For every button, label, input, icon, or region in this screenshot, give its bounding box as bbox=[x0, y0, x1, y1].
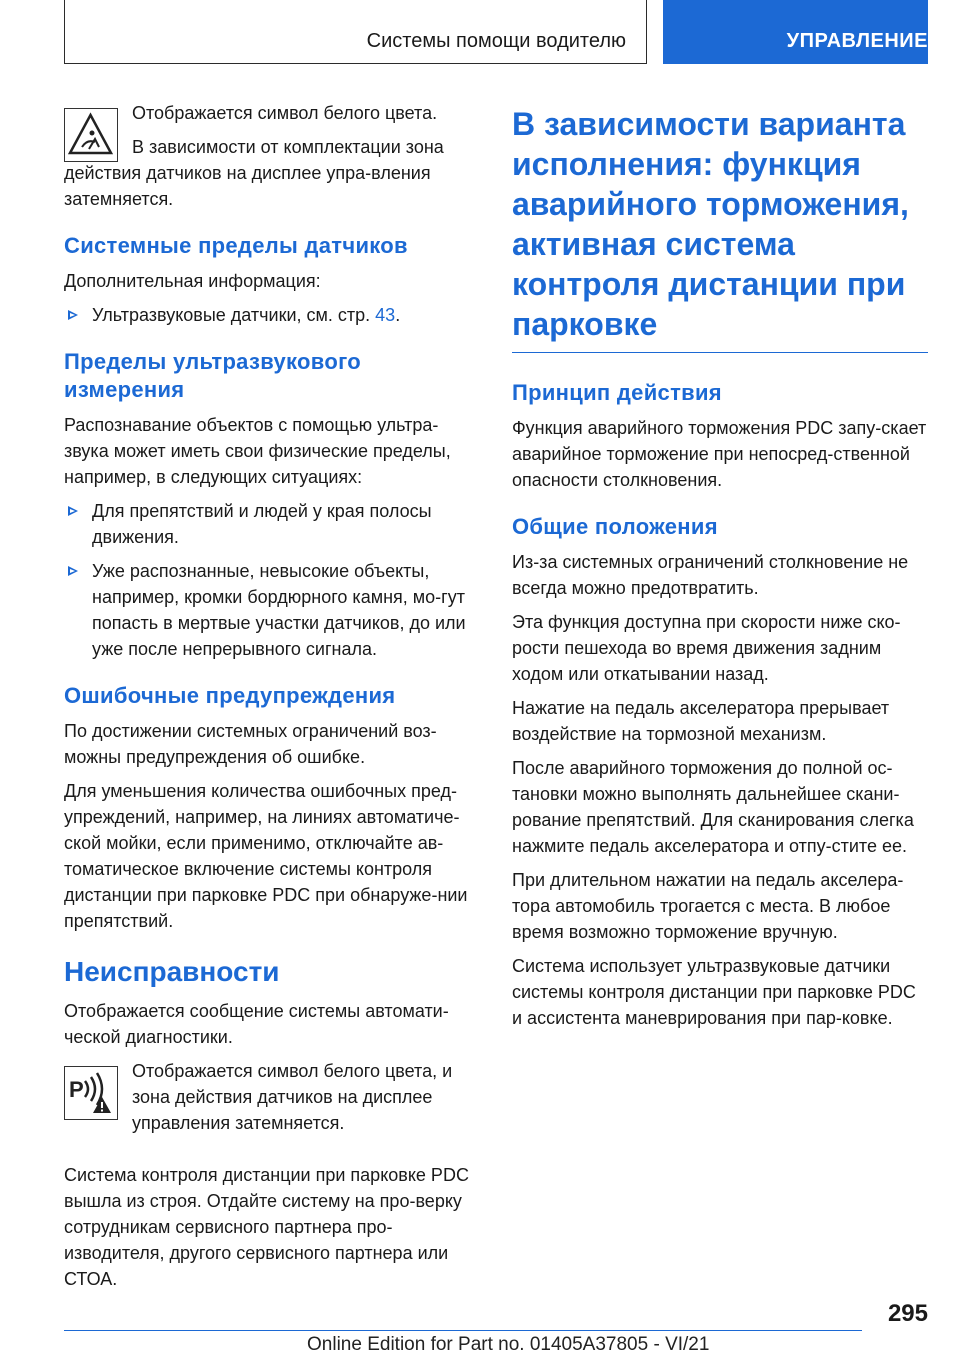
icon1-text2: В зависимости от комплектации зона действия датчиков на дисплее упра-вления затемняется. bbox=[64, 137, 444, 209]
bullet-arrow-icon bbox=[68, 566, 78, 576]
icon1-text-line: Отображается символ белого цвета. bbox=[132, 103, 438, 123]
situations-list bbox=[64, 498, 476, 662]
chapter-title: УПРАВЛЕНИЕ bbox=[786, 30, 928, 52]
left-column bbox=[64, 100, 476, 1300]
heading-false-warnings: Ошибочные предупреждения bbox=[64, 683, 396, 708]
malfunctions-p2: Система контроля дистанции при парковке PDC вышла из строя. Отдайте систему на про-верку сотрудникам сервисного партнера про-изводителя, другого сервисного партнера или СТОА. bbox=[64, 1165, 469, 1289]
icon-note-2 bbox=[64, 1058, 476, 1148]
general-p5: При длительном нажатии на педаль акселера-тора автомобиль трогается с места. В любое время возможно торможение вручную. bbox=[512, 870, 904, 942]
general-p6: Система использует ультразвуковые датчики системы контроля дистанции при парковке PDC и ассистента маневрирования при пар-ковке. bbox=[512, 956, 916, 1028]
heading-general: Общие положения bbox=[512, 514, 718, 539]
edition-text: Online Edition for Part no. 01405A37805 - VI/21 bbox=[307, 1334, 710, 1355]
general-p2: Эта функция доступна при скорости ниже ско-рости пешехода во время движения задним ходом или откатывании назад. bbox=[512, 612, 901, 684]
footer-divider bbox=[64, 1330, 862, 1331]
principle-text: Функция аварийного торможения PDC запу-скает аварийное торможение при непосред-ственной опасности столкновения. bbox=[512, 418, 927, 490]
icon-note-1 bbox=[64, 100, 476, 212]
general-p1: Из-за системных ограничений столкновение не всегда можно предотвратить. bbox=[512, 552, 909, 598]
list-item: Для препятствий и людей у края полосы движения. bbox=[64, 498, 476, 550]
more-info-text: Дополнительная информация: bbox=[64, 271, 321, 291]
section-main-title: В зависимости варианта исполнения: функция аварийного торможения, активная система контроля дистанции при парковке bbox=[512, 104, 928, 353]
false-warnings-p1: По достижении системных ограничений воз-можны предупреждения об ошибке. bbox=[64, 721, 437, 767]
heading-ultrasonic-limits: Пределы ультразвукового измерения bbox=[64, 349, 361, 402]
list-item: Ультразвуковые датчики, см. стр. 43. bbox=[64, 302, 476, 328]
false-warnings-p2: Для уменьшения количества ошибочных пред-упреждений, например, на линиях автоматиче-ской мойки, если применимо, отключайте ав-томатическое включение системы контроля дистанции при парковке PDC при обнаруже-нии препятствий. bbox=[64, 781, 468, 931]
parking-sensor-fault-icon bbox=[64, 1066, 118, 1120]
heading-malfunctions: Неисправности bbox=[64, 956, 280, 987]
section-tab bbox=[64, 0, 647, 64]
list-item: Уже распознанные, невысокие объекты, например, кромки бордюрного камня, мо-гут попасть в мертвые участки датчиков, до или уже после непрерывного сигнала. bbox=[64, 558, 476, 662]
section-title: Системы помощи водителю bbox=[366, 30, 626, 52]
right-column bbox=[512, 100, 928, 1039]
general-p4: После аварийного торможения до полной ос-тановки можно выполнять дальнейшее скани-рование препятствий. Для сканирования слегка нажмите педаль акселератора и отпу-стите ее. bbox=[512, 758, 914, 856]
bullet-arrow-icon bbox=[68, 506, 78, 516]
heading-principle: Принцип действия bbox=[512, 380, 722, 405]
page-number: 295 bbox=[887, 1300, 928, 1327]
page-header bbox=[64, 0, 928, 66]
ultrasonic-intro: Распознавание объектов с помощью ультра-звука может иметь свои физические пределы, например, в следующих ситуациях: bbox=[64, 415, 451, 487]
icon2-text: Отображается символ белого цвета, и зона действия датчиков на дисплее управления затемняется. bbox=[132, 1061, 453, 1133]
bullet-arrow-icon bbox=[68, 310, 78, 320]
more-info-list bbox=[64, 302, 476, 328]
sensor-obstacle-warning-icon bbox=[64, 108, 118, 162]
svg-text:P: P bbox=[69, 1077, 84, 1102]
general-p3: Нажатие на педаль акселератора прерывает воздействие на тормозной механизм. bbox=[512, 698, 890, 744]
heading-sensor-limits: Системные пределы датчиков bbox=[64, 233, 408, 258]
malfunctions-p1: Отображается сообщение системы автомати-ческой диагностики. bbox=[64, 1001, 449, 1047]
chapter-tab bbox=[663, 0, 928, 64]
page-link[interactable]: 43 bbox=[375, 305, 396, 325]
